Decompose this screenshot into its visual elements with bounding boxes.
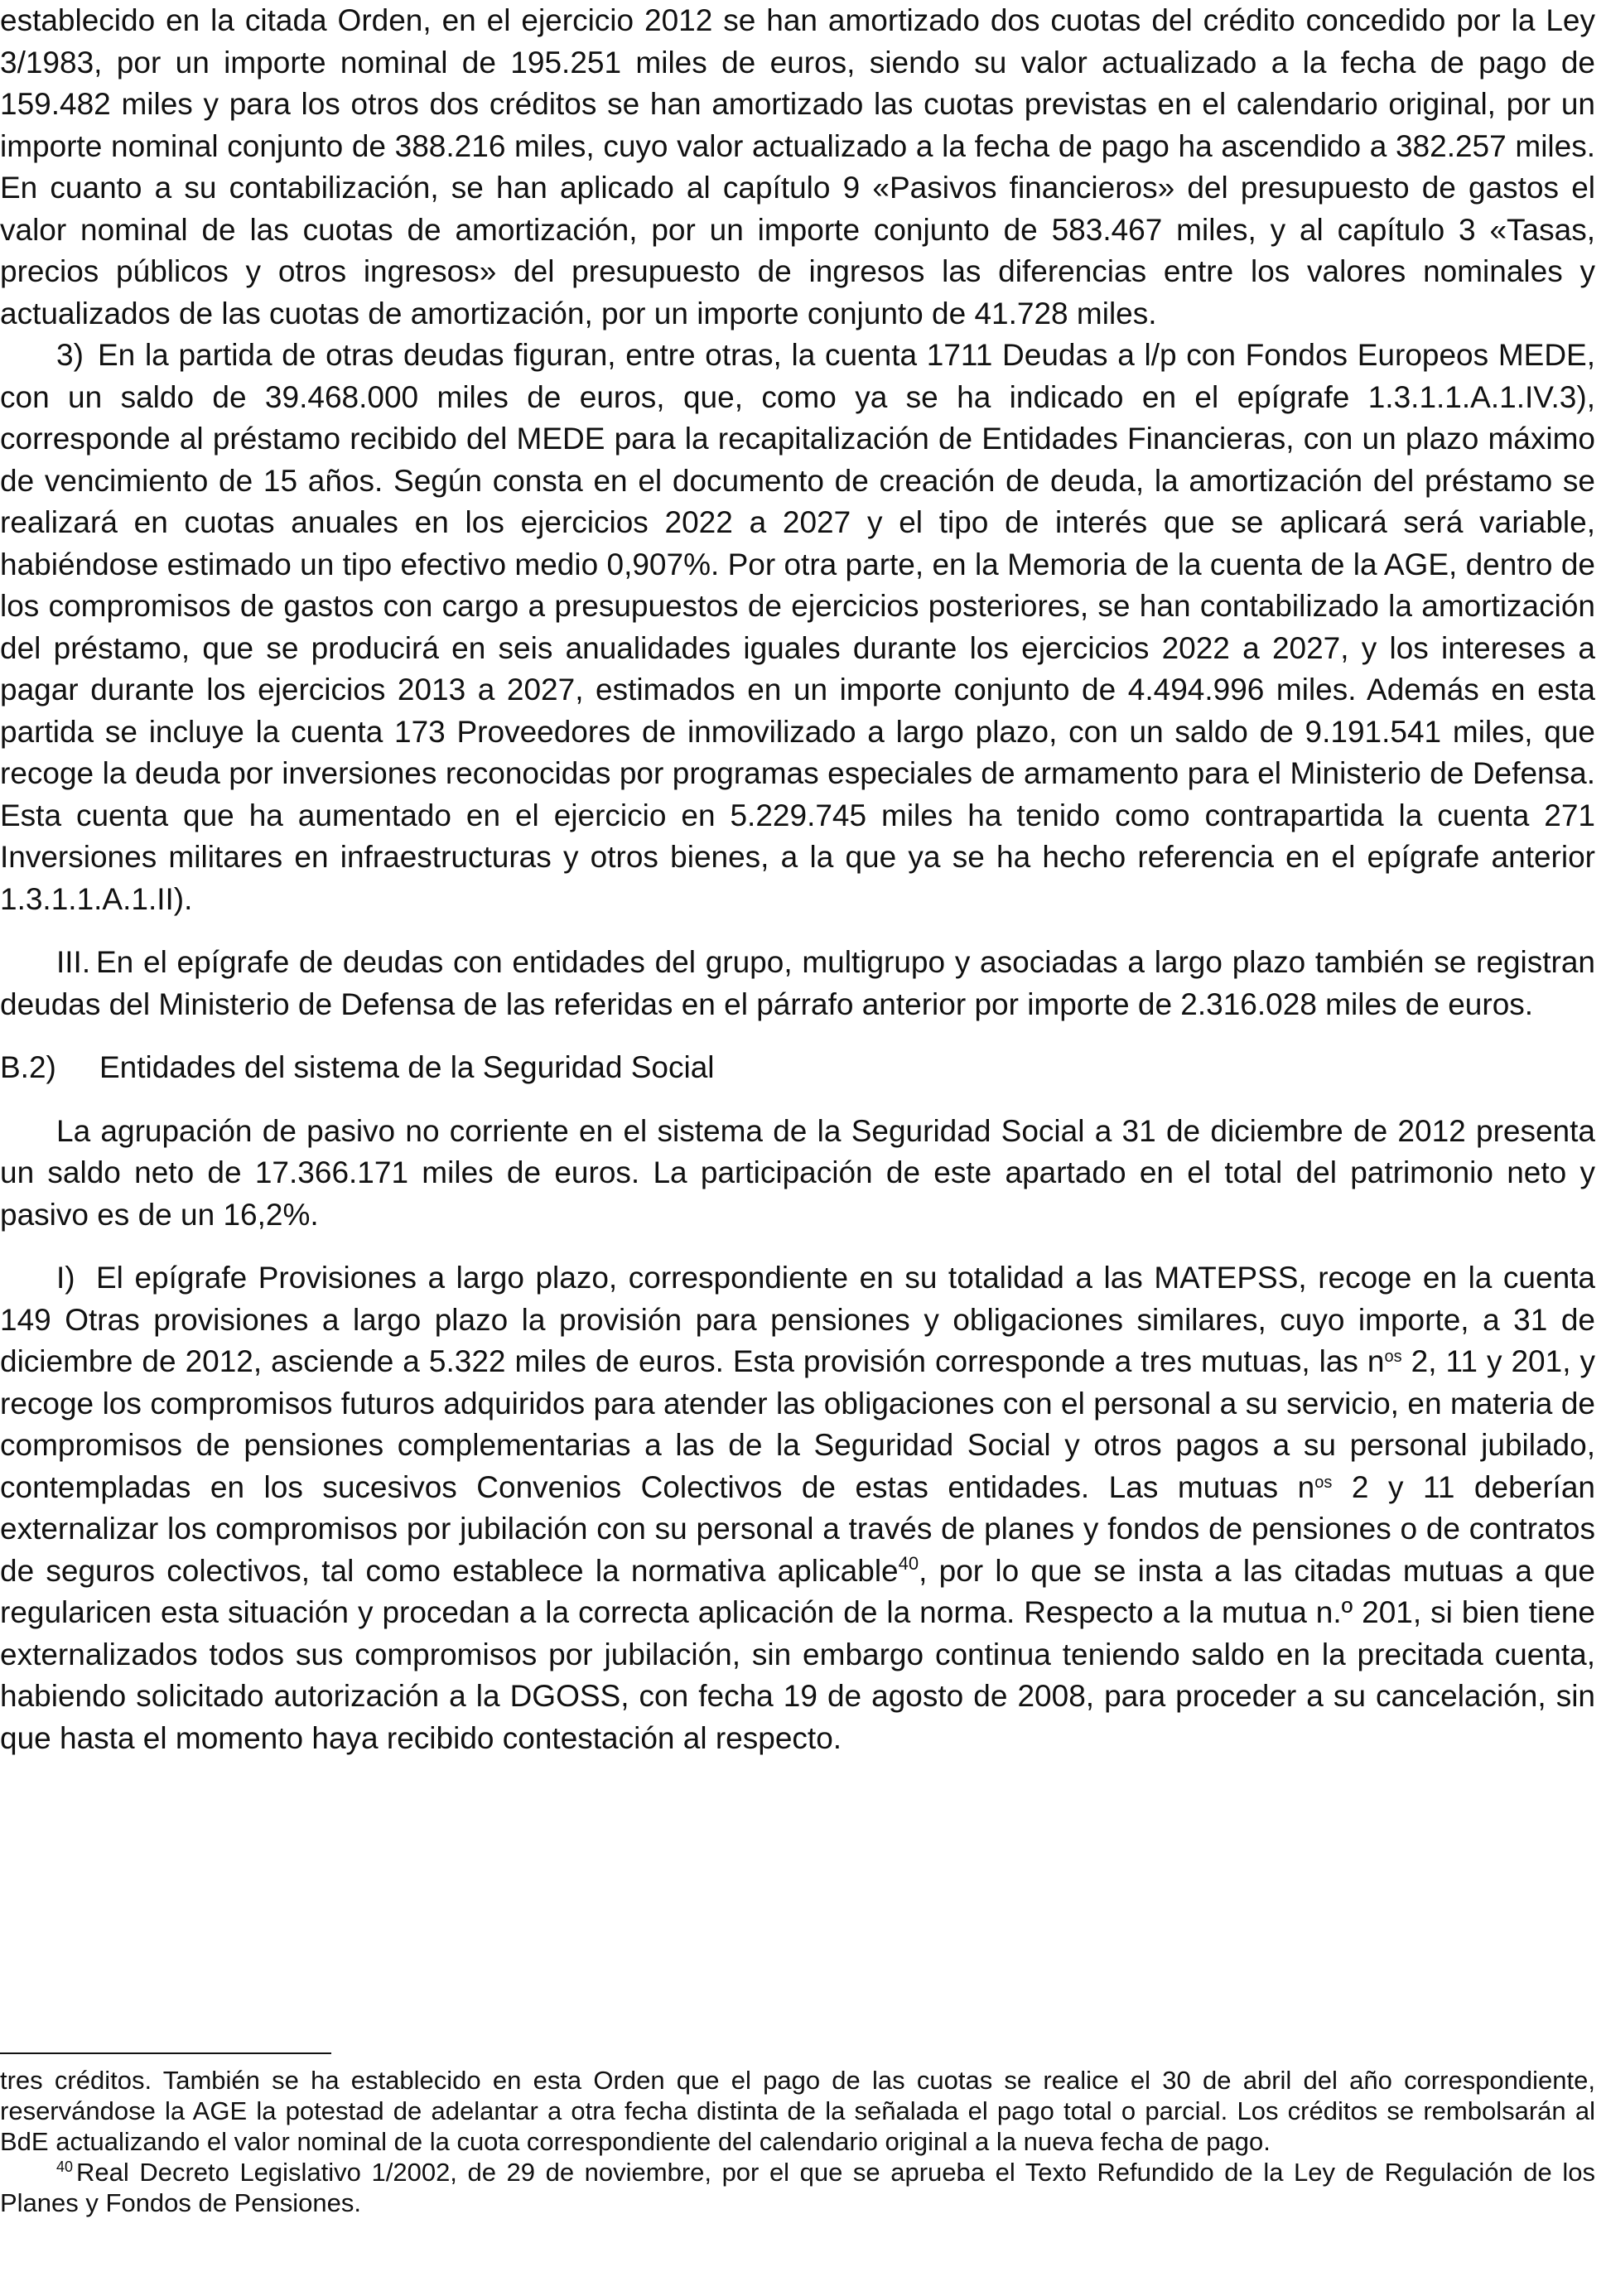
paragraph-text-d: , por lo que se insta a las citadas mutuas a que regularicen esta situación y procedan a la correcta aplicación de la norma. Respecto a la mutua n.º 201, si bien tiene externalizados todos sus compromisos por jubilación, sin embargo continua teniendo saldo en la precitada cuenta, habiendo solicitado autorización a la DGOSS, con fecha 19 de agosto de 2008, para proceder a su cancelación, sin que hasta el momento haya recibido contestación al respecto.	[0, 1553, 1595, 1755]
section-heading	[0, 1047, 1595, 1089]
footnote-separator	[0, 2052, 331, 2054]
superscript-os: os	[1314, 1473, 1333, 1492]
paragraph-continued: establecido en la citada Orden, en el ejercicio 2012 se han amortizado dos cuotas del crédito concedido por la Ley 3/1983, por un importe nominal de 195.251 miles de euros, siendo su valor actualizado a la fecha de pago de 159.482 miles y para los otros dos créditos se han amortizado las cuotas previstas en el calendario original, por un importe nominal conjunto de 388.216 miles, cuyo valor actualizado a la fecha de pago ha ascendido a 382.257 miles. En cuanto a su contabilización, se han aplicado al capítulo 9 «Pasivos financieros» del presupuesto de gastos el valor nominal de las cuotas de amortización, por un importe conjunto de 583.467 miles, y al capítulo 3 «Tasas, precios públicos y otros ingresos» del presupuesto de ingresos las diferencias entre los valores nominales y actualizados de las cuotas de amortización, por un importe conjunto de 41.728 miles.	[0, 3, 1595, 330]
footnotes	[0, 2065, 1595, 2218]
superscript-os: os	[1384, 1348, 1402, 1366]
footnote-text: Real Decreto Legislativo 1/2002, de 29 de noviembre, por el que se aprueba el Texto Refundido de la Ley de Regulación de los Planes y Fondos de Pensiones.	[0, 2158, 1595, 2217]
paragraph-intro: La agrupación de pasivo no corriente en el sistema de la Seguridad Social a 31 de diciembre de 2012 presenta un saldo neto de 17.366.171 miles de euros. La participación de este apartado en el total del patrimonio neto y pasivo es de un 16,2%.	[0, 1113, 1595, 1232]
paragraph-text: En la partida de otras deudas figuran, entre otras, la cuenta 1711 Deudas a l/p con Fondos Europeos MEDE, con un saldo de 39.468.000 miles de euros, que, como ya se ha indicado en el epígrafe 1.3.1.1.A.1.IV.3), corresponde al préstamo recibido del MEDE para la recapitalización de Entidades Financieras, con un plazo máximo de vencimiento de 15 años. Según consta en el documento de creación de deuda, la amortización del préstamo se realizará en cuotas anuales en los ejercicios 2022 a 2027 y el tipo de interés que se aplicará será variable, habiéndose estimado un tipo efectivo medio 0,907%. Por otra parte, en la Memoria de la cuenta de la AGE, dentro de los compromisos de gastos con cargo a presupuestos de ejercicios posteriores, se han contabilizado la amortización del préstamo, que se producirá en seis anualidades iguales durante los ejercicios 2022 a 2027, y los intereses a pagar durante los ejercicios 2013 a 2027, estimados en un importe conjunto de 4.494.996 miles. Además en esta partida se incluye la cuenta 173 Proveedores de inmovilizado a largo plazo, con un saldo de 9.191.541 miles, que recoge la deuda por inversiones reconocidas por programas especiales de armamento para el Ministerio de Defensa. Esta cuenta que ha aumentado en el ejercicio en 5.229.745 miles ha tenido como contrapartida la cuenta 271 Inversiones militares en infraestructuras y otros bienes, a la que ya se ha hecho referencia en el epígrafe anterior 1.3.1.1.A.1.II).	[0, 338, 1595, 916]
paragraph-text-a: El epígrafe Provisiones a largo plazo, correspondiente en su totalidad a las MATEPSS, recoge en la cuenta 149 Otras provisiones a largo plazo la provisión para pensiones y obligaciones similares, cuyo importe, a 31 de diciembre de 2012, asciende a 5.322 miles de euros. Esta provisión corresponde a tres mutuas, las n	[0, 1261, 1595, 1378]
paragraph-text: En el epígrafe de deudas con entidades del grupo, multigrupo y asociadas a largo plazo también se registran deudas del Ministerio de Defensa de las referidas en el párrafo anterior por importe de 2.316.028 miles de euros.	[0, 945, 1595, 1021]
paragraph-3	[0, 335, 1595, 920]
footnote-40: 40 Real Decreto Legislativo 1/2002, de 29 de noviembre, por el que se aprueba el Texto Refundido de la Ley de Regulación de los Planes y Fondos de Pensiones.	[0, 2158, 1595, 2217]
paragraph-number: I)	[56, 1261, 75, 1295]
section-number: B.2)	[0, 1050, 56, 1084]
paragraph-iii	[0, 942, 1595, 1025]
paragraph-text-c: 2 y 11 deberían externalizar los compromisos por jubilación con su personal a través de planes y fondos de pensiones o de contratos de seguros colectivos, tal como establece la normativa aplicable	[0, 1469, 1595, 1588]
paragraph-number: III.	[56, 945, 91, 979]
paragraph-number: 3)	[56, 338, 84, 372]
footnote-continued: tres créditos. También se ha establecido en esta Orden que el pago de las cuotas se realice el 30 de abril del año correspondiente, reservándose la AGE la potestad de adelantar a otra fecha distinta de la señalada el pago total o parcial. Los créditos se rembolsarán al BdE actualizando el valor nominal de la cuota correspondiente del calendario original a la nueva fecha de pago.	[0, 2066, 1595, 2156]
paragraph-i	[0, 1257, 1595, 1759]
paragraph-text-b: 2, 11 y 201, y recoge los compromisos futuros adquiridos para atender las obligaciones con el personal a su servicio, en materia de compromisos de pensiones complementarias a las de la Seguridad Social y otros pagos a su personal jubilado, contempladas en los sucesivos Convenios Colectivos de estas entidades. Las mutuas n	[0, 1344, 1595, 1504]
footnote-reference[interactable]: 40	[898, 1552, 919, 1574]
section-title: Entidades del sistema de la Seguridad Social	[99, 1050, 715, 1084]
